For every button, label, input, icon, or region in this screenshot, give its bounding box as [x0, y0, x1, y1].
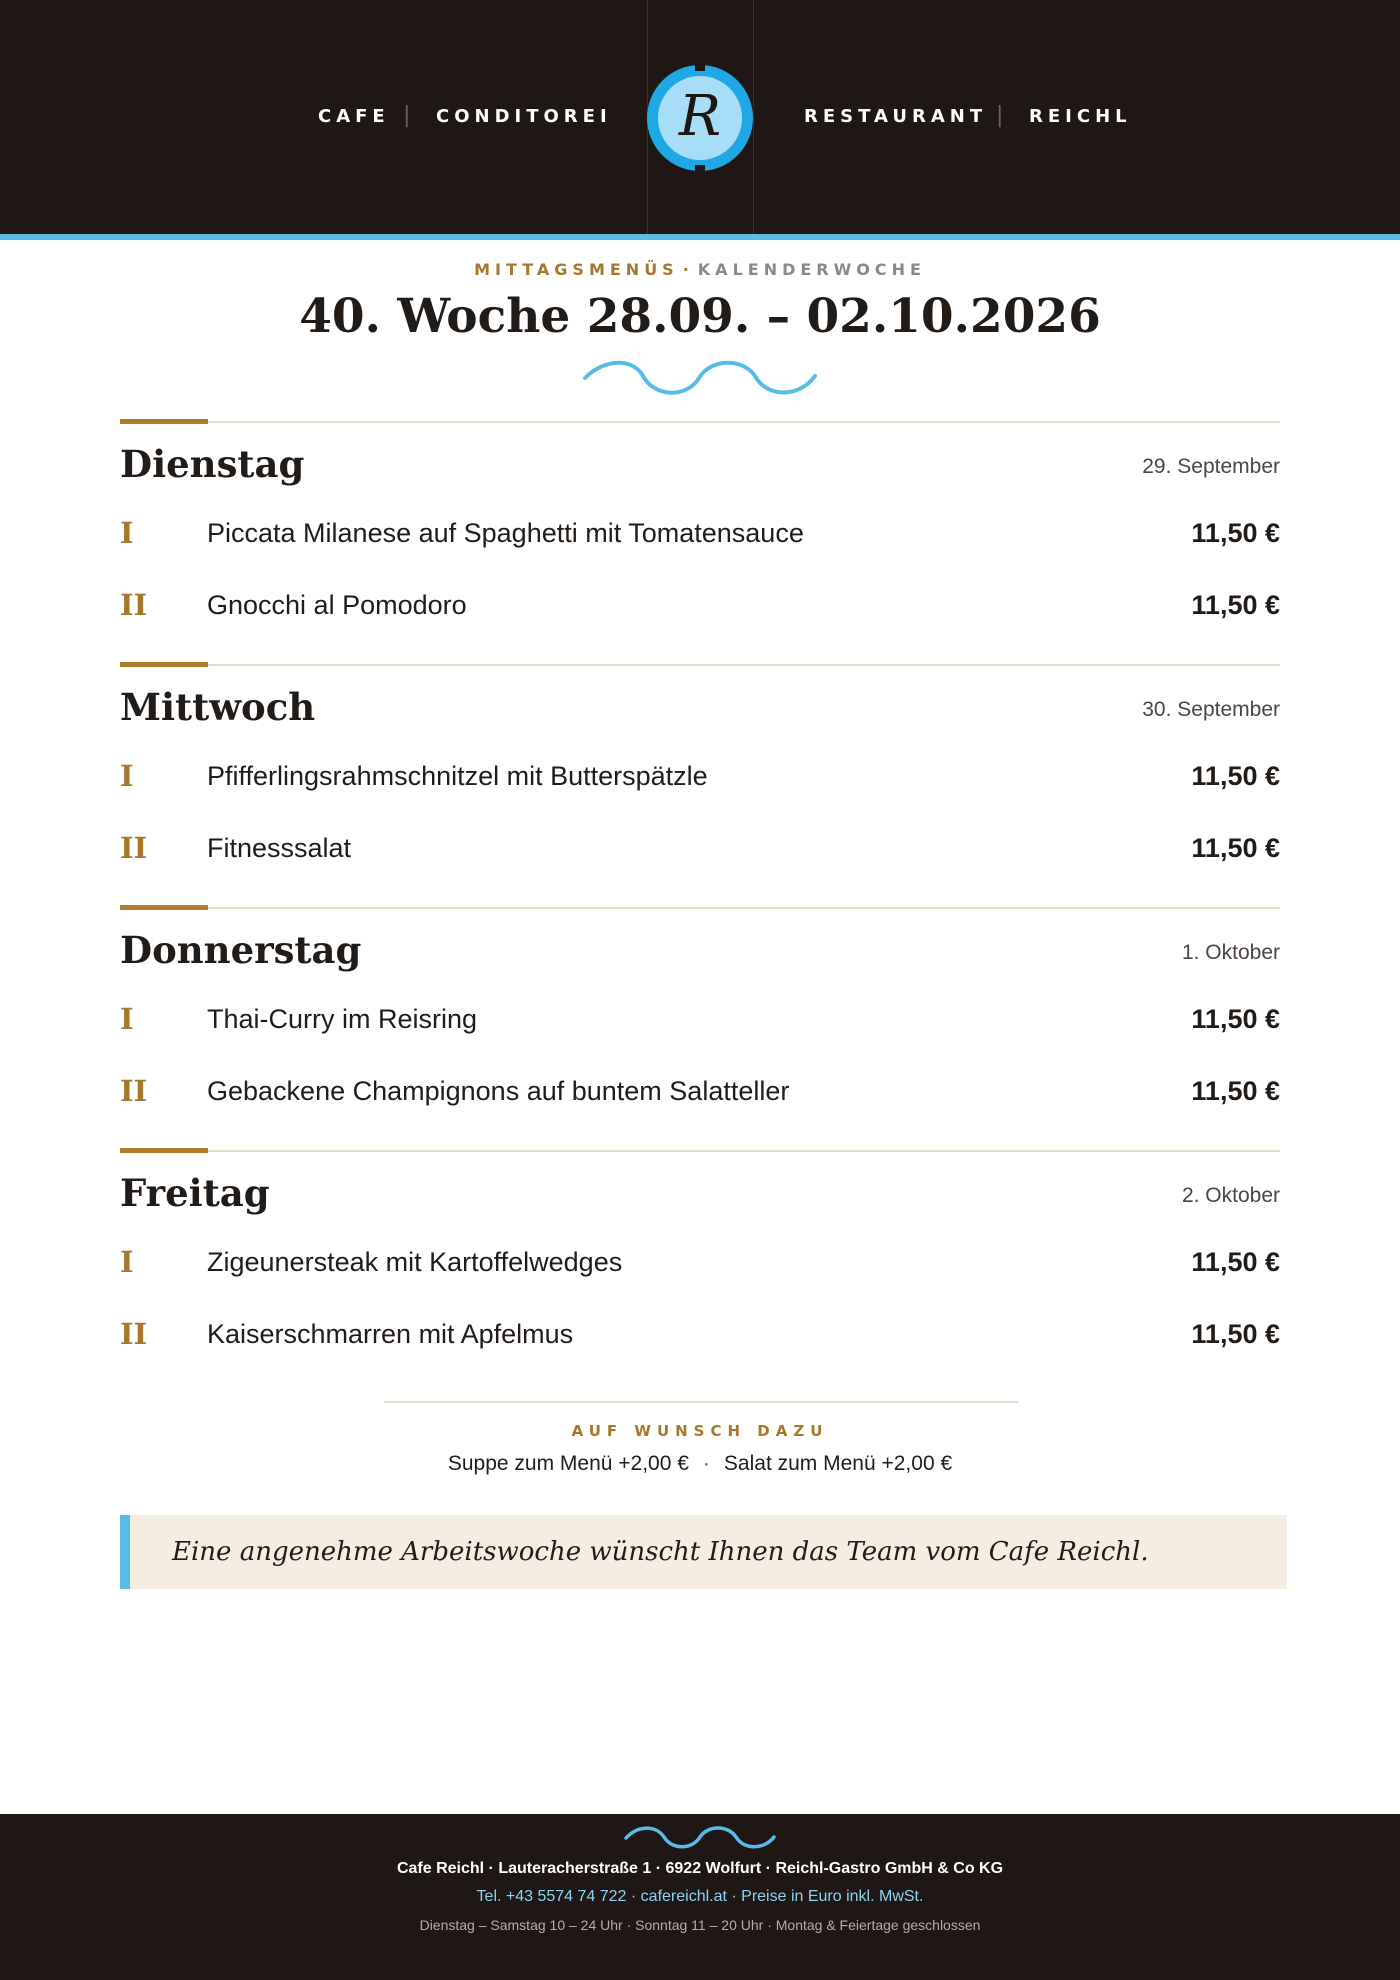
- header-separator: |: [403, 103, 411, 128]
- dish-price: 11,50 €: [1191, 590, 1280, 620]
- dish-price: 11,50 €: [1191, 761, 1280, 791]
- greeting-box: [120, 1515, 1287, 1589]
- day-name: Donnerstag: [120, 928, 362, 972]
- menu-item: [120, 1242, 1280, 1282]
- menu-item: [120, 1071, 1280, 1111]
- extras-label: AUF WUNSCH DAZU: [571, 1422, 829, 1440]
- menu-item: [120, 1314, 1280, 1354]
- dish-name: Thai-Curry im Reisring: [207, 1004, 478, 1034]
- menu-item: [120, 513, 1280, 553]
- dish-name: Gnocchi al Pomodoro: [207, 590, 467, 620]
- day-date: 30. September: [1142, 698, 1280, 721]
- dish-price: 11,50 €: [1191, 1247, 1280, 1277]
- menu-number: I: [120, 1002, 134, 1036]
- extras-divider: [384, 1401, 1018, 1403]
- day-rule: [120, 664, 1280, 666]
- day-section-freitag: [120, 1150, 1280, 1390]
- kicker-kalenderwoche: KALENDERWOCHE: [697, 260, 926, 279]
- kicker-mittagsmenus: MITTAGSMENÜS: [474, 260, 679, 279]
- dish-price: 11,50 €: [1191, 833, 1280, 863]
- greeting-text: Eine angenehme Arbeitswoche wünscht Ihnen das Team vom Cafe Reichl.: [172, 1537, 1149, 1567]
- dish-price: 11,50 €: [1191, 1076, 1280, 1106]
- dish-price: 11,50 €: [1191, 1004, 1280, 1034]
- header-cafe: CAFE: [318, 106, 390, 127]
- header-conditorei: CONDITOREI: [436, 106, 612, 127]
- menu-number: II: [120, 831, 148, 865]
- header-reichl: REICHL: [1029, 106, 1132, 127]
- extras-separator: ·: [702, 1452, 710, 1475]
- extras-salad: Salat zum Menü +2,00 €: [723, 1452, 953, 1475]
- reichl-logo: [647, 65, 753, 171]
- day-section-donnerstag: [120, 907, 1280, 1147]
- logo-letter: R: [678, 84, 722, 149]
- dish-name: Zigeunersteak mit Kartoffelwedges: [207, 1247, 623, 1277]
- extras-text: [0, 1452, 1400, 1476]
- greeting-accent-bar: [120, 1515, 130, 1589]
- wave-ornament: [583, 360, 817, 398]
- day-accent-bar: [120, 662, 208, 667]
- menu-item: [120, 828, 1280, 868]
- footer-hours: Dienstag – Samstag 10 – 24 Uhr · Sonntag 11 – 20 Uhr · Montag & Feiertage geschlossen: [419, 1917, 981, 1933]
- kicker-dot: ·: [682, 260, 694, 279]
- header-restaurant: RESTAURANT: [804, 106, 988, 127]
- day-date: 1. Oktober: [1181, 941, 1280, 964]
- header-divider-right: [753, 0, 754, 234]
- menu-number: I: [120, 516, 134, 550]
- header-separator: |: [996, 103, 1004, 128]
- menu-item: [120, 585, 1280, 625]
- page-header: [0, 0, 1400, 234]
- dish-name: Pfifferlingsrahmschnitzel mit Butterspätzle: [207, 761, 708, 791]
- menu-number: II: [120, 1074, 148, 1108]
- dish-name: Fitnesssalat: [207, 833, 352, 863]
- dish-name: Piccata Milanese auf Spaghetti mit Tomatensauce: [207, 518, 804, 548]
- day-section-mittwoch: [120, 664, 1280, 904]
- footer-contact[interactable]: Tel. +43 5574 74 722 · cafereichl.at · Preise in Euro inkl. MwSt.: [476, 1888, 924, 1905]
- day-name: Freitag: [120, 1171, 270, 1215]
- dish-name: Gebackene Champignons auf buntem Salatteller: [207, 1076, 790, 1106]
- day-rule: [120, 421, 1280, 423]
- dish-price: 11,50 €: [1191, 518, 1280, 548]
- day-accent-bar: [120, 1148, 208, 1153]
- menu-number: I: [120, 759, 134, 793]
- menu-item: [120, 756, 1280, 796]
- day-rule: [120, 1150, 1280, 1152]
- menu-item: [120, 999, 1280, 1039]
- extras-soup: Suppe zum Menü +2,00 €: [447, 1452, 689, 1475]
- menu-number: I: [120, 1245, 134, 1279]
- day-accent-bar: [120, 905, 208, 910]
- menu-number: II: [120, 588, 148, 622]
- dish-name: Kaiserschmarren mit Apfelmus: [207, 1319, 574, 1349]
- menu-number: II: [120, 1317, 148, 1351]
- page-title: 40. Woche 28.09. – 02.10.2026: [299, 289, 1101, 344]
- day-rule: [120, 907, 1280, 909]
- day-date: 29. September: [1142, 455, 1280, 478]
- day-date: 2. Oktober: [1181, 1184, 1280, 1207]
- dish-price: 11,50 €: [1191, 1319, 1280, 1349]
- menu-kicker: [0, 260, 1400, 279]
- day-accent-bar: [120, 419, 208, 424]
- day-section-dienstag: [120, 421, 1280, 661]
- day-name: Dienstag: [120, 442, 305, 486]
- header-stripe: [0, 234, 1400, 240]
- day-name: Mittwoch: [120, 685, 316, 729]
- footer-address: Cafe Reichl · Lauteracherstraße 1 · 6922 Wolfurt · Reichl-Gastro GmbH & Co KG: [396, 1860, 1004, 1877]
- footer-wave-ornament: [624, 1825, 776, 1851]
